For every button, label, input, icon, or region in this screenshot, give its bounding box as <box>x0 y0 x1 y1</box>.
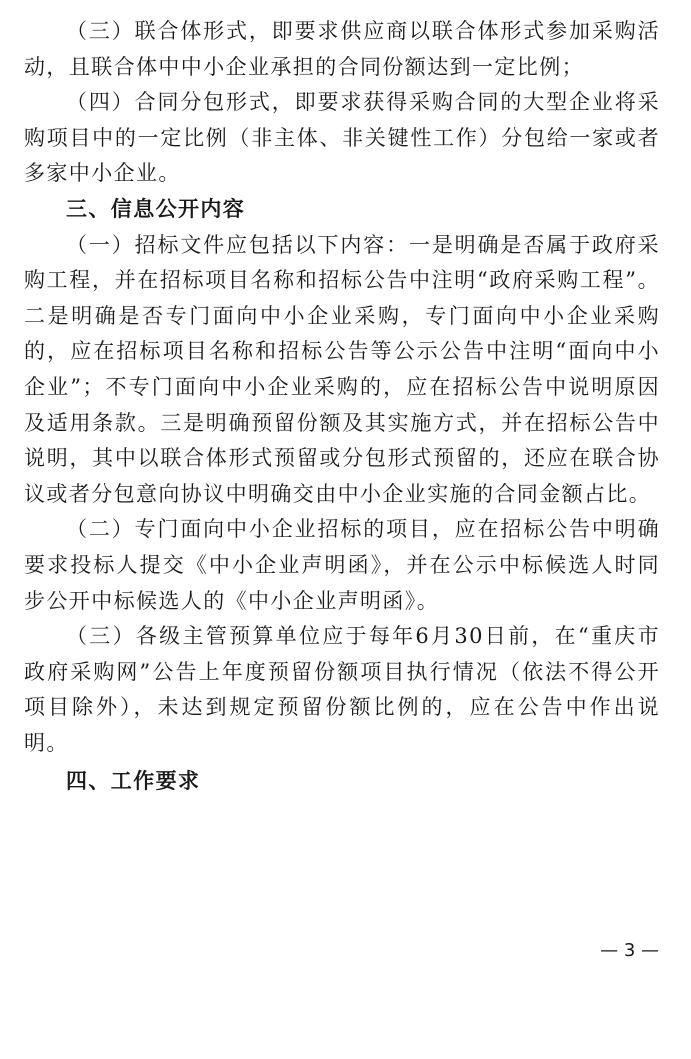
paragraph-sme-tender: （二）专门面向中小企业招标的项目，应在招标公告中明确要求投标人提交《中小企业声明函》，并在公示中标候选人时同步公开中标候选人的《中小企业声明函》。 <box>24 517 660 613</box>
page-number: — 3 — <box>600 940 659 961</box>
paragraph-annual-report: （三）各级主管预算单位应于每年6月30日前，在“重庆市政府采购网”公告上年度预留份额项目执行情况（依法不得公开项目除外），未达到规定预留份额比例的，应在公告中作出说明。 <box>24 624 660 755</box>
section-heading-info-disclosure: 三、信息公开内容 <box>66 196 246 221</box>
document-page <box>24 14 660 800</box>
paragraph-joint-venture-form: （三）联合体形式，即要求供应商以联合体形式参加采购活动，且联合体中中小企业承担的合同份额达到一定比例； <box>24 19 660 79</box>
paragraph-subcontract-form: （四）合同分包形式，即要求获得采购合同的大型企业将采购项目中的一定比例（非主体、非关键性工作）分包给一家或者多家中小企业。 <box>24 90 660 186</box>
section-heading-work-requirements: 四、工作要求 <box>66 769 201 794</box>
paragraph-tender-documents: （一）招标文件应包括以下内容：一是明确是否属于政府采购工程，并在招标项目名称和招标公告中注明“政府采购工程”。二是明确是否专门面向中小企业采购，专门面向中小企业采购的，应在招标项目名称和招标公告等公示公告中注明“面向中小企业”；不专门面向中小企业采购的，应在招标公告中说明原因及适用条款。三是明确预留份额及其实施方式，并在招标公告中说明，其中以联合体形式预留或分包形式预留的，还应在联合协议或者分包意向协议中明确交由中小企业实施的合同金额占比。 <box>24 232 660 506</box>
